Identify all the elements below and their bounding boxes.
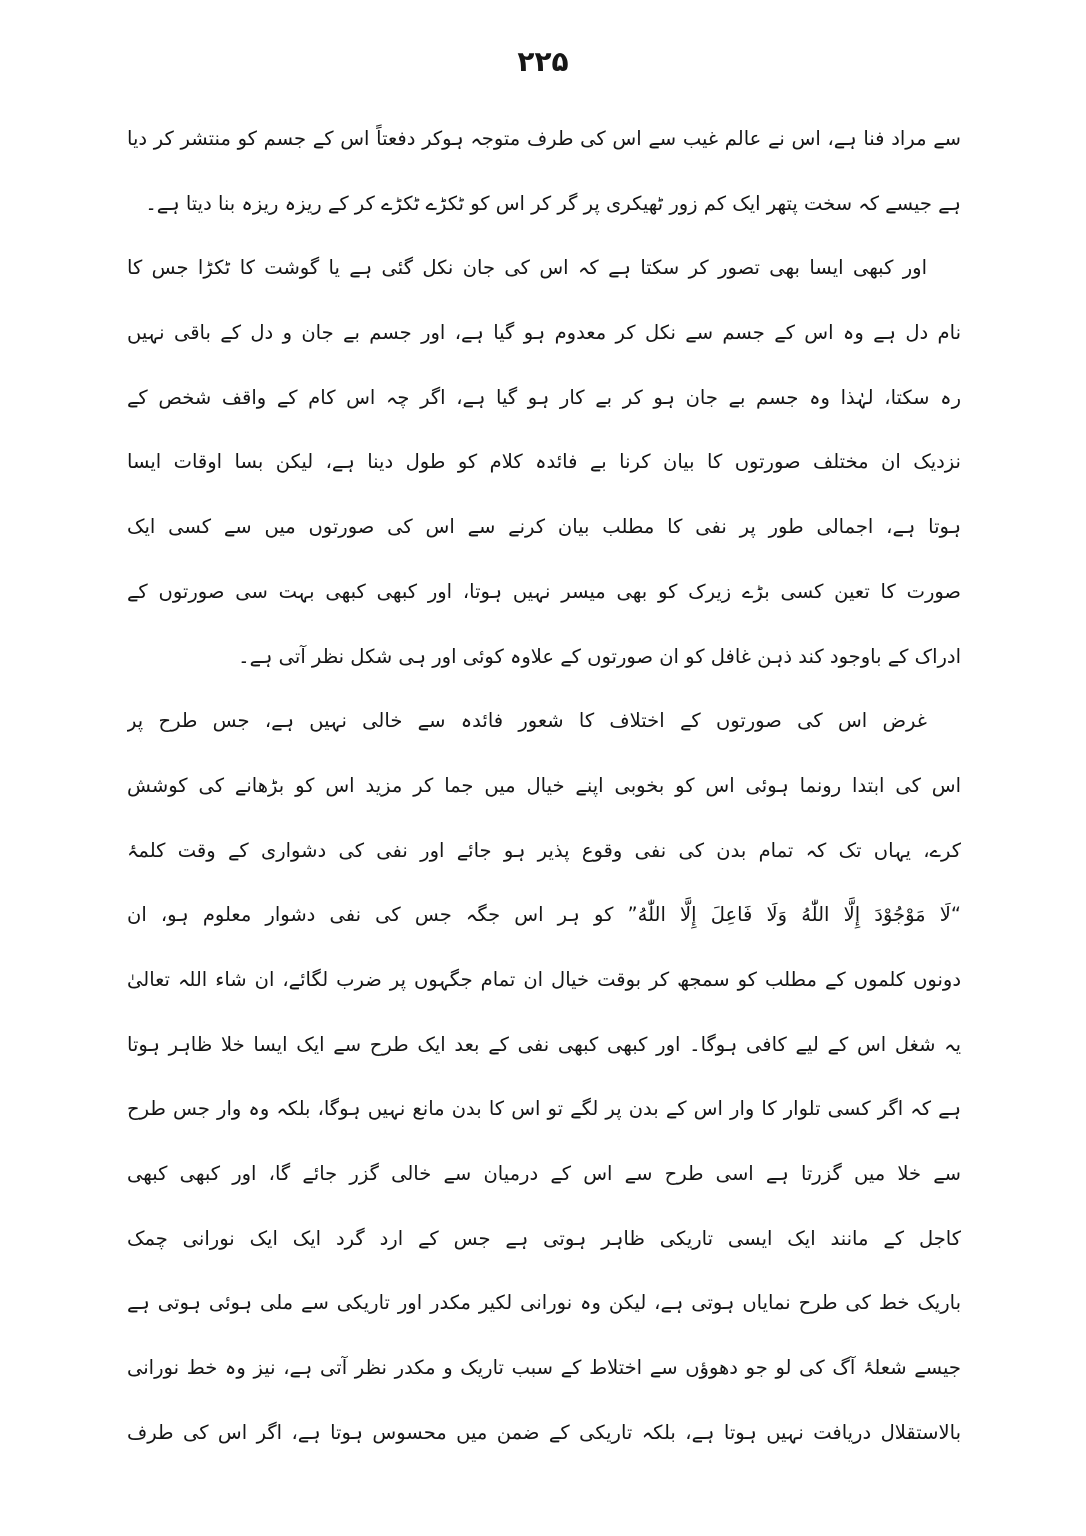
text-line: ہوتا ہے، اجمالی طور پر نفی کا مطلب بیان کرنے سے اس کی صورتوں میں سے کسی ایک (127, 515, 961, 539)
text-line: رہ سکتا، لہٰذا وہ جسم بے جان ہو کر بے کار ہو گیا ہے، اگر چہ اس کام کے واقف شخص کے (127, 385, 961, 409)
text-line: ادراک کے باوجود کند ذہن غافل کو ان صورتوں کے علاوہ کوئی اور ہی شکل نظر آتی ہے۔ (238, 644, 961, 668)
text-line: بالاستقلال دریافت نہیں ہوتا ہے، بلکہ تاریکی کے ضمن میں محسوس ہوتا ہے، اگر اس کی طرف (127, 1420, 961, 1444)
text-line: باریک خط کی طرح نمایاں ہوتی ہے، لیکن وہ نورانی لکیر مکدر اور تاریکی سے ملی ہوئی ہوتی ہے (127, 1291, 961, 1315)
text-line: “لَا مَوْجُوْدَ إِلَّا اللّٰهُ وَلَا فَاعِلَ إِلَّا اللّٰهُ” کو ہر اس جگہ جس کی نفی دشوار معلوم ہو، ان (127, 903, 961, 927)
text-line: ہے جیسے کہ سخت پتھر ایک کم زور ٹھیکری پر گر کر اس کو ٹکڑے ٹکڑے کر کے ریزہ ریزہ بنا دیتا ہے۔ (145, 191, 961, 215)
text-line: جیسے شعلۂ آگ کی لو جو دھوؤں سے اختلاط کے سبب تاریک و مکدر نظر آتی ہے، نیز وہ خط نورانی (127, 1356, 961, 1380)
text-line: کاجل کے مانند ایک ایسی تاریکی ظاہر ہوتی ہے جس کے ارد گرد ایک ایک نورانی چمک (127, 1226, 961, 1250)
text-line: نزدیک ان مختلف صورتوں کا بیان کرنا بے فائدہ کلام کو طول دینا ہے، لیکن بسا اوقات ایسا (127, 450, 961, 474)
text-line: صورت کا تعین کسی بڑے زیرک کو بھی میسر نہیں ہوتا، اور کبھی کبھی بہت سی صورتوں کے (127, 579, 961, 603)
text-line: کرے، یہاں تک کہ تمام بدن کی نفی وقوع پذیر ہو جائے اور نفی کی دشواری کے وقت کلمۂ (127, 838, 961, 862)
text-line: نام دل ہے وہ اس کے جسم سے نکل کر معدوم ہو گیا ہے، اور جسم بے جان و دل کے باقی نہیں (127, 321, 961, 345)
text-line: اس کی ابتدا رونما ہوئی اس کو بخوبی اپنے خیال میں جما کر مزید اس کو بڑھانے کی کوشش (127, 773, 961, 797)
text-line: ہے کہ اگر کسی تلوار کا وار اس کے بدن پر لگے تو اس کا بدن مانع نہیں ہوگا، بلکہ وہ وار جس طرح (127, 1097, 961, 1121)
page-number: ۲۲۵ (517, 45, 569, 78)
page-body (127, 107, 961, 1465)
text-line: غرض اس کی صورتوں کے اختلاف کا شعور فائدہ سے خالی نہیں ہے، جس طرح پر (127, 709, 927, 733)
text-line: اور کبھی ایسا بھی تصور کر سکتا ہے کہ اس کی جان نکل گئی ہے یا گوشت کا ٹکڑا جس کا (127, 256, 927, 280)
text-line: دونوں کلموں کے مطلب کو سمجھ کر بوقت خیال ان تمام جگہوں پر ضرب لگائے، ان شاء اللہ تعالیٰ (127, 967, 961, 991)
text-line: سے مراد فنا ہے، اس نے عالم غیب سے اس کی طرف متوجہ ہوکر دفعتاً اس کے جسم کو منتشر کر دیا (127, 127, 961, 150)
text-line: سے خلا میں گزرتا ہے اسی طرح سے اس کے درمیان سے خالی گزر جائے گا، اور کبھی کبھی (127, 1162, 961, 1185)
text-line: یہ شغل اس کے لیے کافی ہوگا۔ اور کبھی کبھی نفی کے بعد ایک طرح سے ایک ایسا خلا ظاہر ہوتا (127, 1032, 961, 1056)
